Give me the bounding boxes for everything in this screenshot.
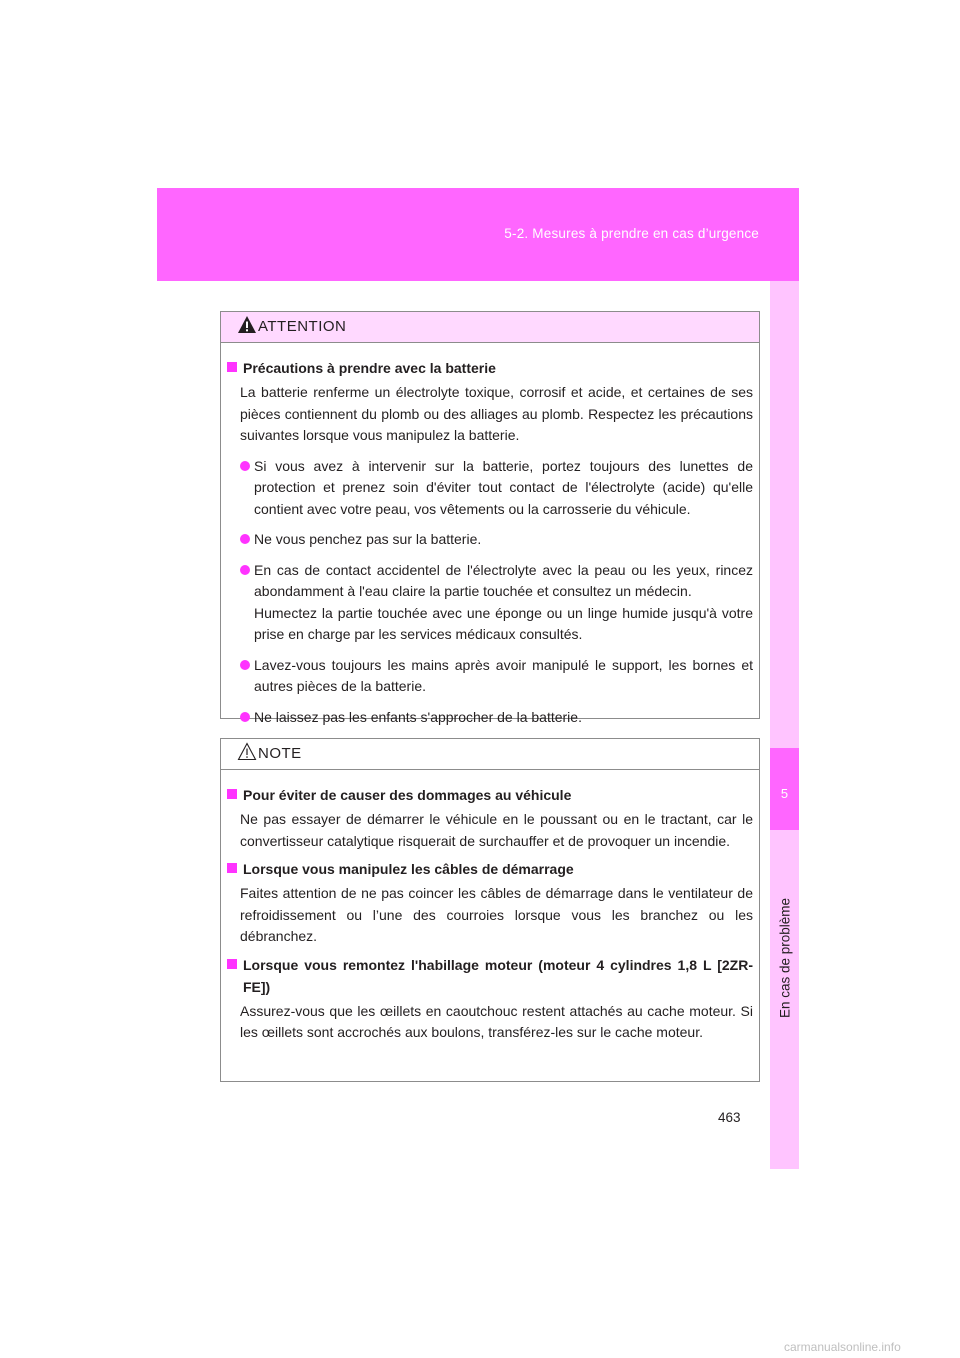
round-bullet-icon <box>240 712 250 722</box>
list-item-extra: Humectez la partie touchée avec une éponge ou un linge humide jusqu'à votre prise en charge par les services médicaux consultés. <box>254 604 753 642</box>
round-bullet-icon <box>240 565 250 575</box>
square-bullet-icon <box>227 789 237 799</box>
list-item: En cas de contact accidentel de l'électrolyte avec la peau ou les yeux, rincez abondamment à l'eau claire la partie touchée et consultez un médecin. Humectez la partie touchée avec une éponge ou un linge humide jusqu'à votre prise en charge par les services médicaux consultés. <box>240 560 753 646</box>
warning-triangle-filled-icon <box>237 315 257 339</box>
round-bullet-icon <box>240 461 250 471</box>
attention-title: ATTENTION <box>258 318 347 335</box>
chapter-label: En cas de problème <box>777 897 792 1019</box>
square-bullet-icon <box>227 863 237 873</box>
chapter-side-tab <box>770 281 799 1169</box>
page-number: 463 <box>718 1110 741 1125</box>
header-band <box>157 188 799 281</box>
section-header: 5-2. Mesures à prendre en cas d’urgence <box>504 226 759 241</box>
chapter-number: 5 <box>780 786 789 801</box>
square-bullet-icon <box>227 959 237 969</box>
list-item: Si vous avez à intervenir sur la batterie, portez toujours des lunettes de protection et prenez soin d'éviter tout contact de l'électrolyte (acide) qu'elle contient avec votre peau, vos vêtements ou la carrosserie du véhicule. <box>240 456 753 521</box>
list-item: Ne laissez pas les enfants s'approcher de la batterie. <box>240 707 753 729</box>
note-section-title: Lorsque vous manipulez les câbles de démarrage <box>227 858 753 880</box>
note-header <box>221 739 759 770</box>
warning-triangle-outline-icon <box>237 742 257 766</box>
note-section-title: Pour éviter de causer des dommages au véhicule <box>227 784 753 806</box>
attention-box <box>220 311 760 725</box>
square-bullet-icon <box>227 362 237 372</box>
note-section-title: Lorsque vous remontez l'habillage moteur (moteur 4 cylindres 1,8 L [2ZR-FE]) <box>227 954 753 998</box>
note-section-text: Assurez-vous que les œillets en caoutchouc restent attachés au cache moteur. Si les œillets sont accrochés aux boulons, transférez-les sur le cache moteur. <box>240 1002 753 1040</box>
note-section-text: Ne pas essayer de démarrer le véhicule en le poussant ou en le tractant, car le convertisseur catalytique risquerait de surchauffer et de provoquer un incendie. <box>240 811 753 849</box>
note-section-text: Faites attention de ne pas coincer les câbles de démarrage dans le ventilateur de refroidissement ou l’une des courroies lorsque vous les branchez ou les débranchez. <box>240 885 753 944</box>
note-box <box>220 738 760 1082</box>
attention-header <box>221 312 759 343</box>
round-bullet-icon <box>240 660 250 670</box>
attention-section-title: Précautions à prendre avec la batterie <box>227 357 753 379</box>
list-item: Ne vous penchez pas sur la batterie. <box>240 529 753 551</box>
list-item: Lavez-vous toujours les mains après avoir manipulé le support, les bornes et autres pièces de la batterie. <box>240 655 753 698</box>
round-bullet-icon <box>240 534 250 544</box>
watermark: carmanualsonline.info <box>784 1340 901 1354</box>
note-title: NOTE <box>258 745 302 762</box>
attention-intro: La batterie renferme un électrolyte toxique, corrosif et acide, et certaines de ses pièces contiennent du plomb ou des alliages au plomb. Respectez les précautions suivantes lorsque vous manipulez la batterie. <box>240 384 753 443</box>
